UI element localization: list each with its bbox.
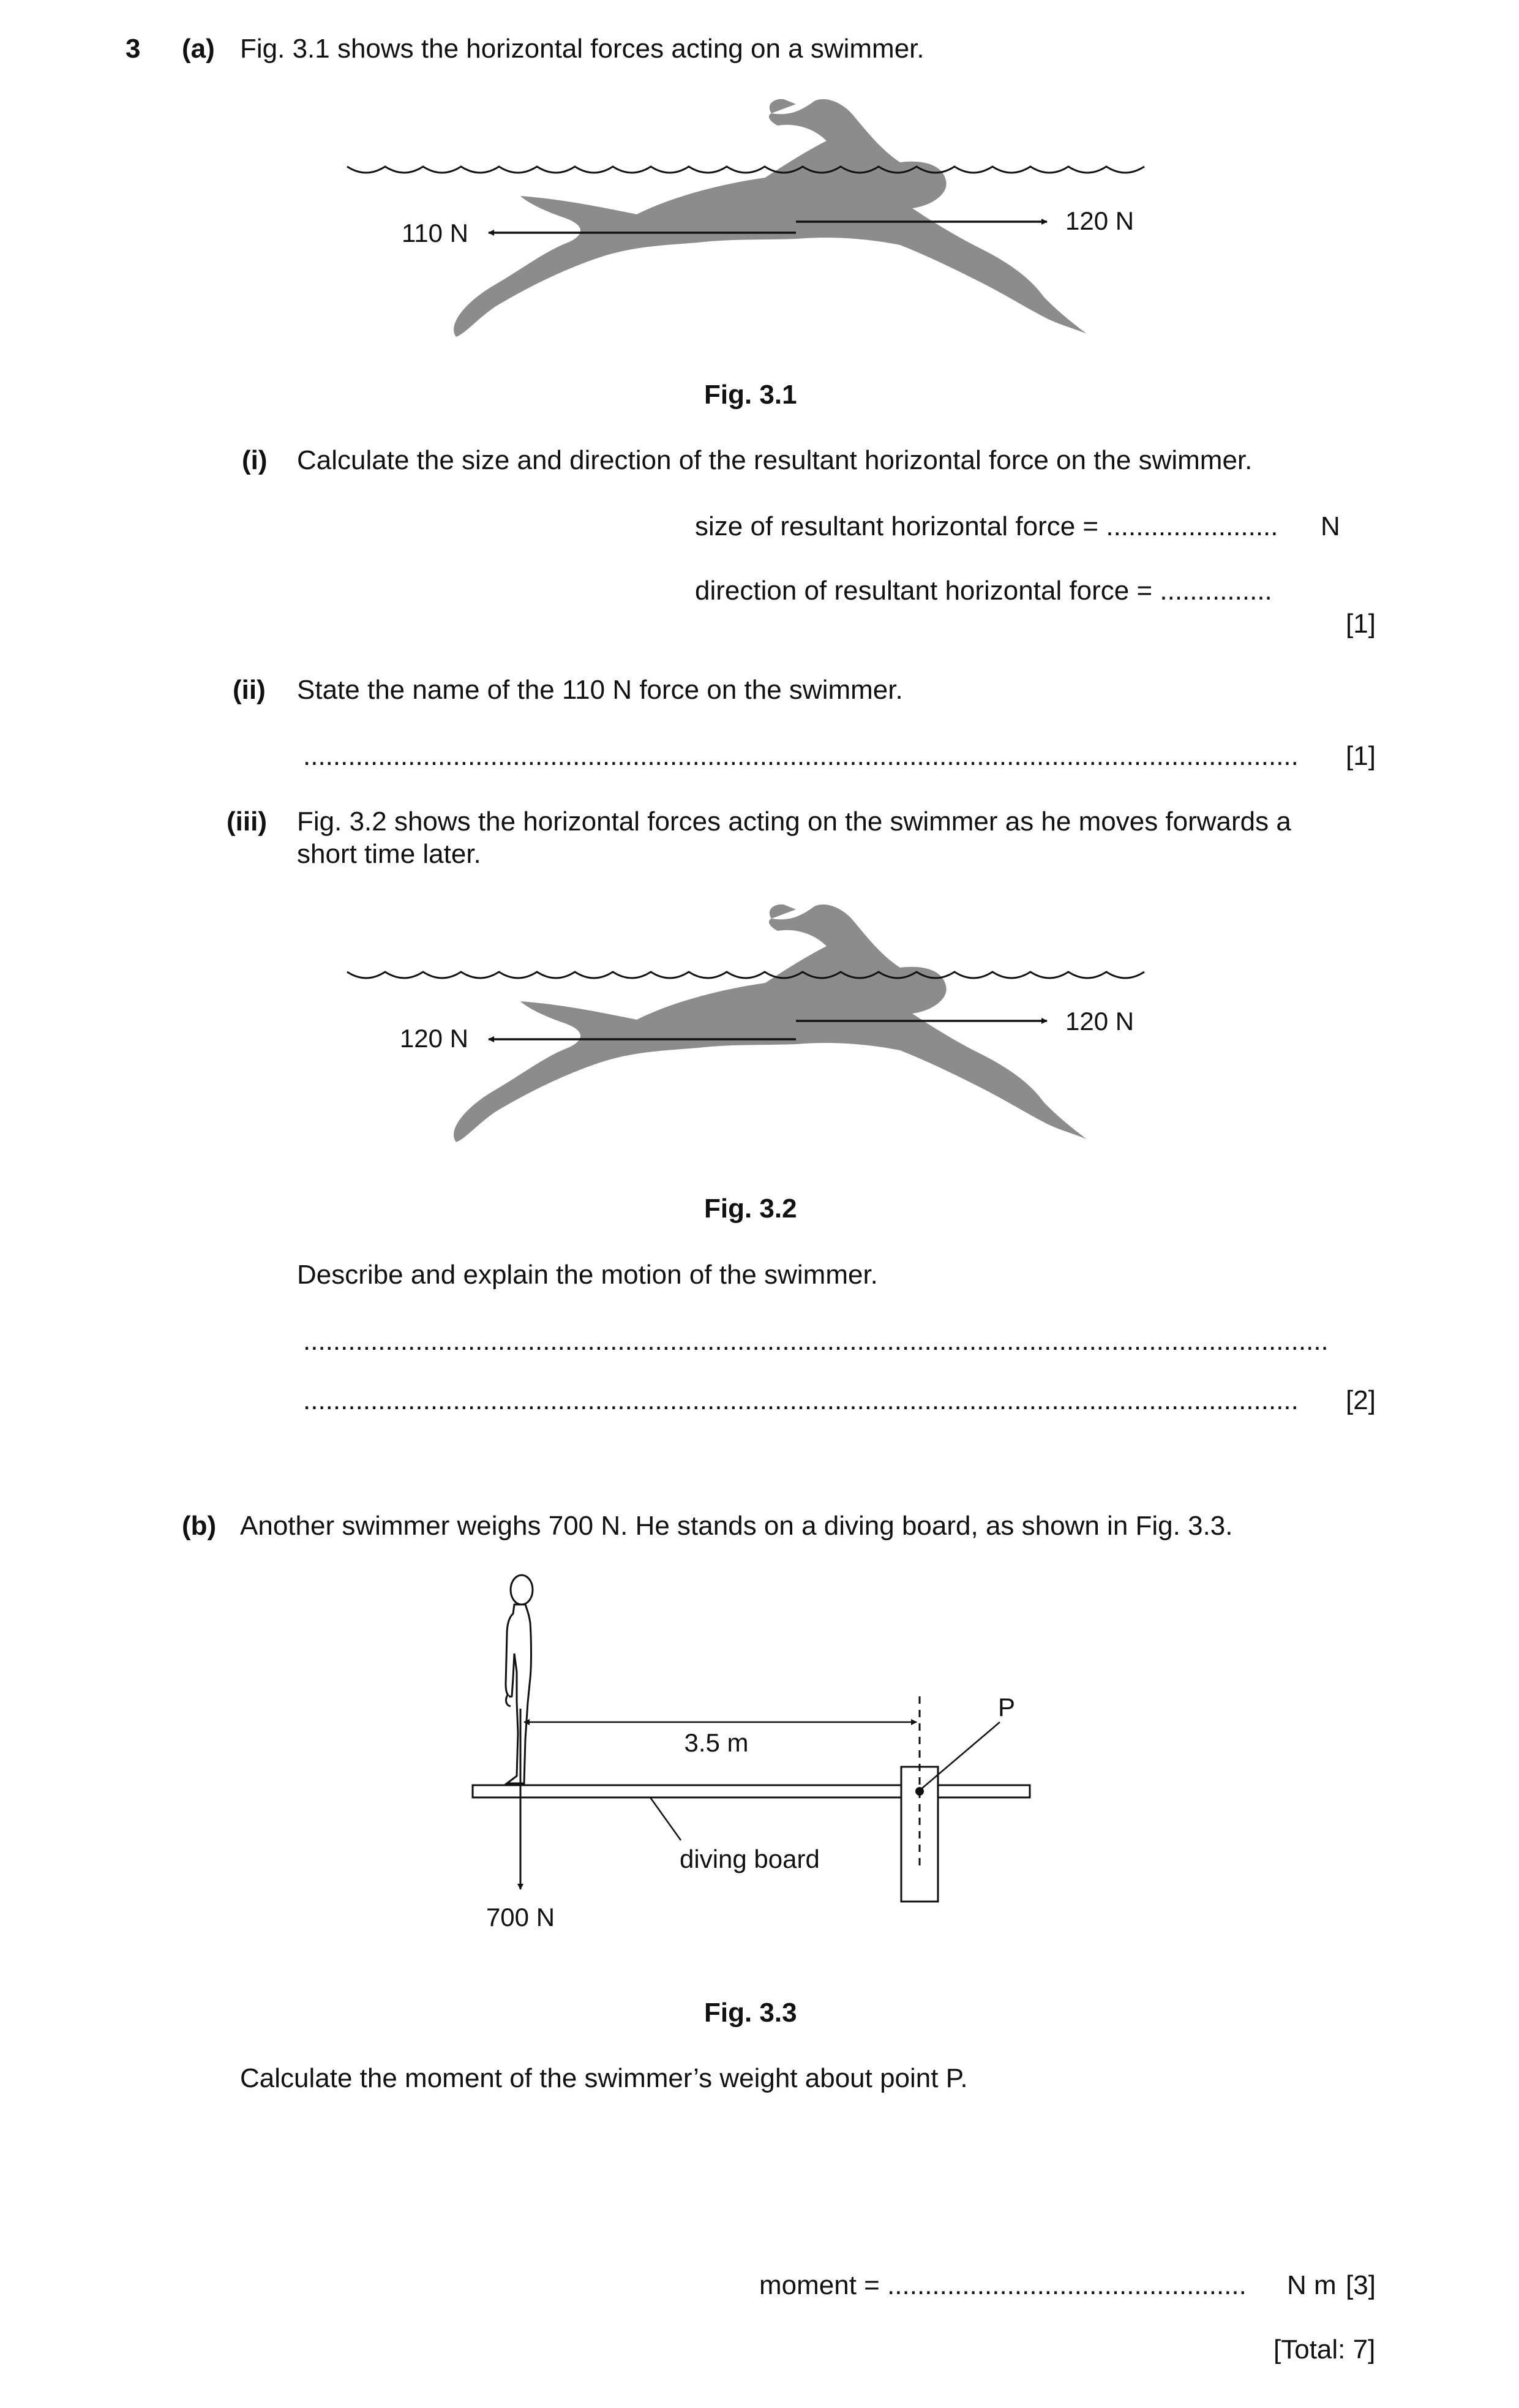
figure-3-2 [343, 897, 1169, 1154]
part-a-ii-answer-line[interactable]: ..................................................................................................................................... [303, 741, 1299, 771]
part-a-iii-answer-line-2[interactable]: ..................................................................................................................................... [303, 1385, 1299, 1415]
part-a-ii-text: State the name of the 110 N force on the swimmer. [297, 675, 903, 705]
part-a-ii-label: (ii) [233, 675, 266, 705]
force-left-label: 120 N [399, 1024, 468, 1053]
pivot-label: P [998, 1693, 1016, 1721]
diving-board [473, 1785, 1030, 1797]
part-b-prompt: Calculate the moment of the swimmer’s weight about point P. [240, 2063, 968, 2093]
marks-i: [1] [1346, 609, 1376, 639]
water-surface [347, 972, 1144, 978]
part-a-intro: Fig. 3.1 shows the horizontal forces acting on a swimmer. [240, 34, 925, 64]
part-a-i-label: (i) [242, 445, 268, 475]
moment-answer-line[interactable]: moment = ................................................ [759, 2270, 1247, 2300]
question-number: 3 [126, 34, 141, 64]
force-right-label: 120 N [1065, 206, 1135, 235]
part-a-iii-answer-line-1[interactable]: ......................................................................................................................................... [303, 1326, 1329, 1356]
fig-3-2-caption: Fig. 3.2 [704, 1194, 797, 1224]
part-a-iii-prompt: Describe and explain the motion of the swimmer. [297, 1260, 878, 1290]
force-right-label: 120 N [1065, 1007, 1135, 1036]
part-b-label: (b) [182, 1511, 217, 1541]
swimmer-silhouette [454, 905, 1087, 1142]
standing-swimmer [506, 1575, 533, 1783]
figure-3-3 [453, 1556, 1065, 1947]
weight-label: 700 N [486, 1903, 555, 1932]
direction-answer-line[interactable]: direction of resultant horizontal force = ............... [695, 576, 1272, 606]
distance-label: 3.5 m [684, 1728, 749, 1757]
size-unit: N [1321, 511, 1340, 541]
fig-3-3-caption: Fig. 3.3 [704, 1998, 797, 2028]
swimmer-silhouette [454, 99, 1087, 337]
fig-3-1-caption: Fig. 3.1 [704, 380, 797, 410]
water-surface [347, 167, 1144, 173]
figure-3-1 [343, 92, 1169, 349]
force-left-label: 110 N [402, 219, 468, 247]
marks-ii: [1] [1346, 741, 1376, 771]
part-b-intro: Another swimmer weighs 700 N. He stands on a diving board, as shown in Fig. 3.3. [240, 1511, 1233, 1541]
part-a-iii-label: (iii) [227, 807, 267, 837]
board-label-leader [650, 1797, 681, 1840]
moment-unit: N m [1287, 2270, 1337, 2300]
part-a-i-text: Calculate the size and direction of the resultant horizontal force on the swimmer. [297, 445, 1253, 475]
part-a-label: (a) [182, 34, 215, 64]
part-a-iii-text-1: Fig. 3.2 shows the horizontal forces acting on the swimmer as he moves forwards a [297, 807, 1291, 837]
total-marks: [Total: 7] [1273, 2335, 1376, 2365]
pivot-label-leader [922, 1722, 1000, 1788]
board-label: diving board [680, 1845, 820, 1873]
marks-b: [3] [1346, 2270, 1376, 2300]
size-answer-line[interactable]: size of resultant horizontal force = ....................... [695, 511, 1278, 541]
marks-iii: [2] [1346, 1385, 1376, 1415]
part-a-iii-text-2: short time later. [297, 839, 481, 869]
